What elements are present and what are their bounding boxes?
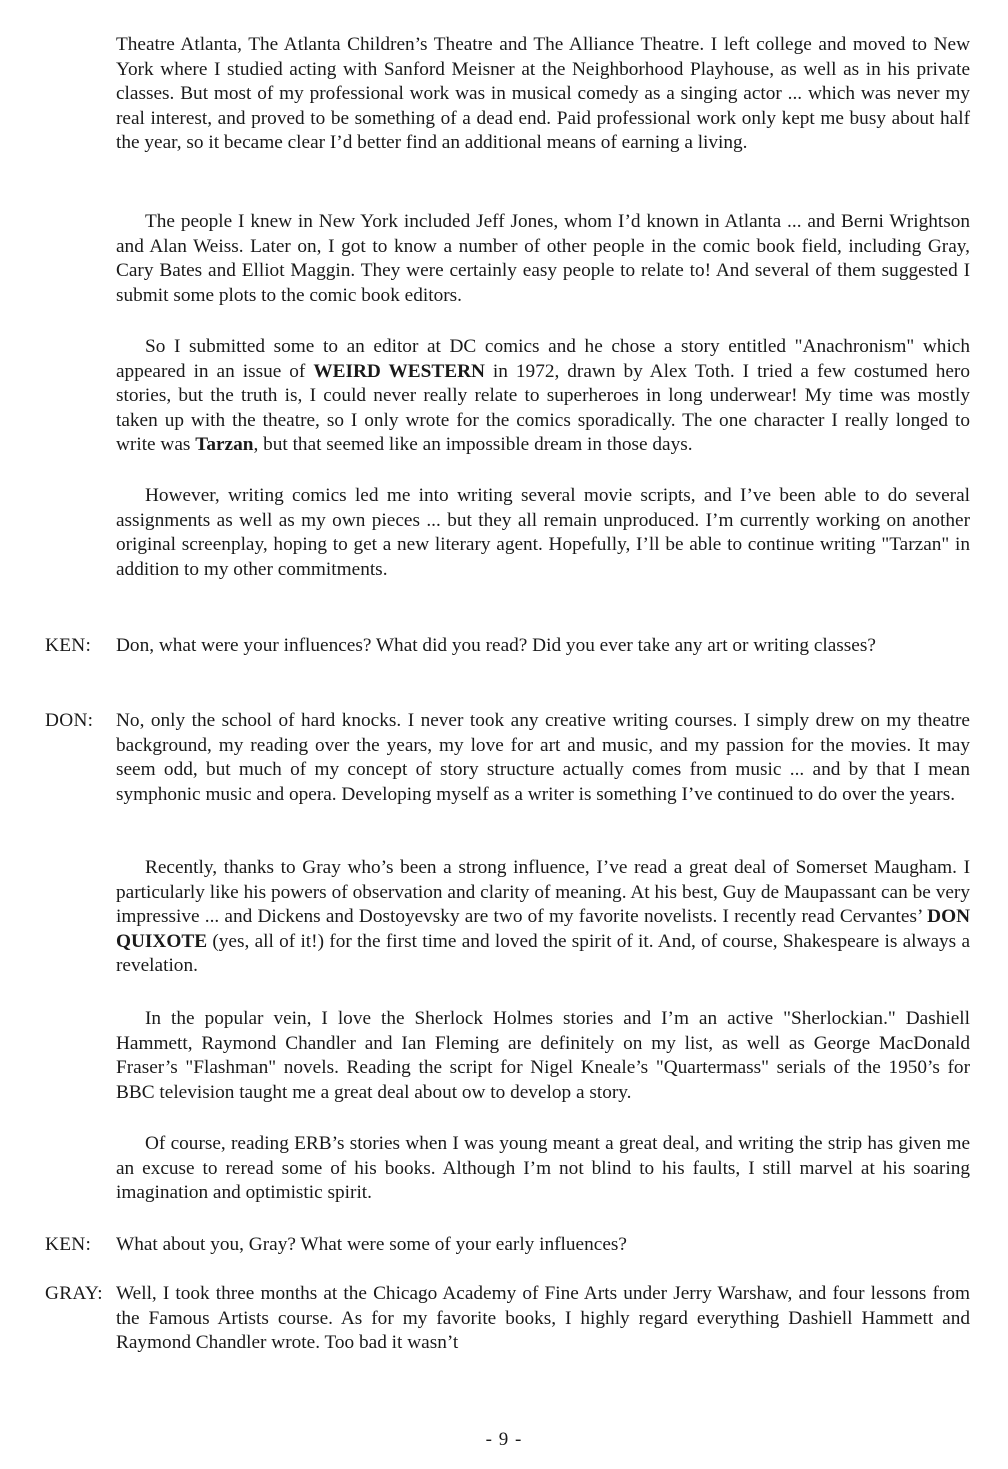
bold-title: WEIRD WESTERN [313,360,485,382]
paragraph-1 [116,33,970,156]
text-run: in 1972, drawn by Alex Toth. I tried a few costumed hero stories, but the truth is, I could never really relate to superheroes in long underwear! My time was mostly taken up with the theatre, so I only wrote for the comics sporadically. The one character I really longed to write was [116,360,970,456]
text-run: , but that seemed like an impossible dream in those days. [253,434,693,456]
text-run: Recently, thanks to Gray who’s been a strong influence, I’ve read a great deal of Somerset Maugham. I particularly like his powers of observation and clarity of meaning. At his best, Guy de Maupassant can be very impressive ... and Dickens and Dostoyevsky are two of my favorite novelists. I recently read Cervantes’ [116,857,970,928]
speaker-label: GRAY: [45,1283,103,1304]
paragraph-6 [116,709,970,807]
paragraph-7 [116,856,970,979]
text-run: So I submitted some to an editor at DC comics and he chose a story entitled "Anachronism" which appeared in an issue of [116,336,970,382]
text-run: In the popular vein, I love the Sherlock Holmes stories and I’m an active "Sherlockian." Dashiell Hammett, Raymond Chandler and Ian Fleming are definitely on my list, as well as George MacDonald Fraser’s "Flashman" novels. Reading the script for Nigel Kneale’s "Quartermass" serials of the 1950’s for BBC television taught me a great deal about ow to develop a story. [116,1008,970,1103]
paragraph-3 [116,335,970,458]
text-run: (yes, all of it!) for the first time and loved the spirit of it. And, of course, Shakespeare is always a revelation. [116,930,970,977]
page-number: - 9 - [485,1429,523,1450]
text-run: What about you, Gray? What were some of your early influences? [116,1234,627,1255]
text-run: Don, what were your influences? What did you read? Did you ever take any art or writing classes? [116,635,876,656]
paragraph-10 [116,1233,970,1258]
text-run: The people I knew in New York included Jeff Jones, whom I’d known in Atlanta ... and Berni Wrightson and Alan Weiss. Later on, I got to know a number of other people in the comic book field, including Gray, Cary Bates and Elliot Maggin. They were certainly easy people to relate to! And several of them suggested I submit some plots to the comic book editors. [116,211,970,306]
text-run: Of course, reading ERB’s stories when I was young meant a great deal, and writing the strip has given me an excuse to reread some of his books. Although I’m not blind to his faults, I still marvel at his soaring imagination and optimistic spirit. [116,1133,970,1204]
paragraph-8 [116,1007,970,1105]
bold-title: Tarzan [195,434,254,456]
text-run: Well, I took three months at the Chicago Academy of Fine Arts under Jerry Warshaw, and four lessons from the Famous Artists course. As for my favorite books, I highly regard everything Dashiell Hammett and Raymond Chandler wrote. Too bad it wasn’t [116,1283,970,1354]
paragraph-4 [116,484,970,582]
paragraph-11 [116,1282,970,1356]
speaker-label: DON: [45,710,94,731]
text-run: Theatre Atlanta, The Atlanta Children’s Theatre and The Alliance Theatre. I left college and moved to New York where I studied acting with Sanford Meisner at the Neighborhood Playhouse, as well as in his private classes. But most of my professional work was in musical comedy as a singing actor ... which was never my real interest, and proved to be something of a dead end. Paid professional work only kept me busy about half the year, so it became clear I’d better find an additional means of earning a living. [116,34,970,154]
text-run: No, only the school of hard knocks. I never took any creative writing courses. I simply drew on my theatre background, my reading over the years, my love for art and music, and my passion for the movies. It may seem odd, but much of my concept of story structure actually comes from music ... and by that I mean symphonic music and opera. Developing myself as a writer is something I’ve continued to do over the years. [116,710,970,805]
speaker-label: KEN: [45,635,92,656]
text-run: However, writing comics led me into writing several movie scripts, and I’ve been able to do several assignments as well as my own pieces ... but they all remain unproduced. I’m currently working on another original screenplay, hoping to get a new literary agent. Hopefully, I’ll be able to continue writing "Tarzan" in addition to my other commitments. [116,485,970,580]
paragraph-2 [116,210,970,308]
bold-title: DON QUIXOTE [116,906,970,952]
speaker-label: KEN: [45,1234,92,1255]
paragraph-5 [116,634,970,659]
paragraph-9 [116,1132,970,1206]
